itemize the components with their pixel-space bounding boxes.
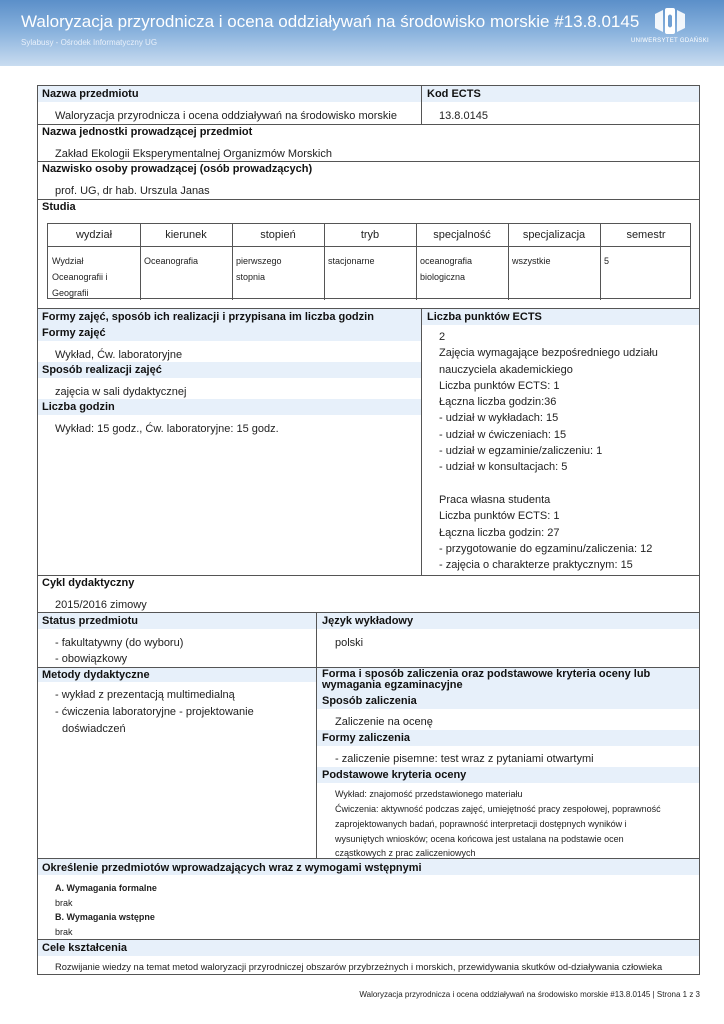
forms-section-label: Formy zajęć, sposób ich realizacji i przypisana im liczba godzin [42, 311, 374, 323]
syllabus-document [37, 85, 700, 975]
forms-value: Wykład, Ćw. laboratoryjne [55, 349, 183, 361]
prerequisites-label: Określenie przedmiotów wprowadzających wraz z wymogami wstępnymi [42, 862, 422, 874]
hours-value: Wykład: 15 godz., Ćw. laboratoryjne: 15 godz. [55, 423, 279, 435]
studia-header-semestr: semestr [626, 229, 666, 241]
ects-points-label: Liczba punktów ECTS [427, 311, 542, 323]
logo-emblem-icon [653, 6, 687, 36]
teacher-value: prof. UG, dr hab. Urszula Janas [55, 185, 210, 197]
method-value: zajęcia w sali dydaktycznej [55, 386, 187, 398]
hours-label: Liczba godzin [42, 401, 115, 413]
goals-label: Cele kształcenia [42, 942, 127, 954]
status-item: - obowiązkowy [55, 653, 128, 665]
status-item: - fakultatywny (do wyboru) [55, 637, 184, 649]
methods-label: Metody dydaktyczne [42, 669, 150, 681]
methods-item: - ćwiczenia laboratoryjne - projektowanie [55, 706, 254, 718]
ects-code-value: 13.8.0145 [439, 110, 488, 122]
studia-cell-stopien: pierwszego stopnia [236, 256, 282, 282]
course-name-label: Nazwa przedmiotu [42, 88, 139, 100]
unit-value: Zakład Ekologii Eksperymentalnej Organizmów Morskich [55, 148, 332, 160]
goals-value: Rozwijanie wiedzy na temat metod waloryzacji przyrodniczej obszarów przybrzeżnych i morskich, przewidywania skutków od-działywania człowieka [55, 962, 663, 972]
page-footer: Waloryzacja przyrodnicza i ocena oddziaływań na środowisko morskie #13.8.0145 | Strona 1 z 3 [359, 990, 700, 999]
studia-header-kierunek: kierunek [165, 229, 207, 241]
assessment-forms-value: - zaliczenie pisemne: test wraz z pytaniami otwartymi [335, 753, 594, 765]
teacher-label: Nazwisko osoby prowadzącej (osób prowadzących) [42, 163, 313, 175]
studia-cell-specjalnosc: oceanografia biologiczna [420, 256, 473, 282]
page-header [0, 0, 724, 66]
studia-header-specjalizacja: specjalizacja [522, 229, 586, 241]
studia-cell-specjalizacja: wszystkie [512, 256, 551, 266]
criteria-line: Ćwiczenia: aktywność podczas zajęć, umiejętność pracy zespołowej, poprawność [335, 804, 661, 814]
formal-requirements-label: A. Wymagania formalne [55, 883, 157, 893]
assessment-method-value: Zaliczenie na ocenę [335, 716, 433, 728]
page-subtitle: Sylabusy - Ośrodek Informatyczny UG [21, 38, 158, 47]
criteria-line: cząstkowych z prac zaliczeniowych [335, 848, 476, 858]
ects-code-label: Kod ECTS [427, 88, 481, 100]
ects-details: 2 Zajęcia wymagające bezpośredniego udziału nauczyciela akademickiego Liczba punktów ECTS: 1 Łączna liczba godzin:36 - udział w wykładach: 15 - udział w ćwiczeniach: 15 - udział w egzaminie/zaliczeniu: 1 - udział w konsultacjach: 5 Praca własna studenta Liczba punktów ECTS: 1 Łączna liczba godzin: 27 - przygotowanie do egzaminu/zaliczenia: 12 - zajęcia o charakterze praktycznym: 15 [439, 331, 658, 572]
methods-item: - wykład z prezentacją multimedialną [55, 689, 235, 701]
formal-requirements-value: brak [55, 898, 73, 908]
logo-text: UNIWERSYTET GDAŃSKI [631, 38, 709, 44]
studia-header-tryb: tryb [360, 229, 380, 241]
status-label: Status przedmiotu [42, 615, 138, 627]
entry-requirements-value: brak [55, 927, 73, 937]
criteria-line: Wykład: znajomość przedstawionego materiału [335, 789, 523, 799]
studia-header-wydzial: wydział [75, 229, 113, 241]
language-label: Język wykładowy [322, 615, 414, 627]
criteria-line: wysuniętych wniosków; ocena końcowa jest ustalana na podstawie ocen [335, 834, 624, 844]
forms-label: Formy zajęć [42, 327, 106, 339]
methods-item: doświadczeń [62, 723, 126, 735]
studia-cell-semestr: 5 [604, 256, 610, 266]
cycle-label: Cykl dydaktyczny [42, 577, 135, 589]
unit-label: Nazwa jednostki prowadzącej przedmiot [42, 126, 253, 138]
studia-cell-tryb: stacjonarne [328, 256, 375, 266]
criteria-label: Podstawowe kryteria oceny [322, 769, 467, 781]
assessment-label: Forma i sposób zaliczenia oraz podstawowe kryteria oceny lub wymagania egzaminacyjne [322, 668, 651, 691]
studia-label: Studia [42, 201, 76, 213]
studia-table [47, 223, 691, 299]
page-title: Waloryzacja przyrodnicza i ocena oddziaływań na środowisko morskie #13.8.0145 [21, 12, 640, 31]
university-logo [628, 6, 712, 56]
entry-requirements-label: B. Wymagania wstępne [55, 912, 155, 922]
method-label: Sposób realizacji zajęć [42, 364, 162, 376]
studia-cell-wydzial: Wydział Oceanografii i Geografii [52, 256, 108, 298]
assessment-method-label: Sposób zaliczenia [322, 695, 417, 707]
cycle-value: 2015/2016 zimowy [55, 599, 147, 611]
studia-header-specjalnosc: specjalność [433, 229, 491, 241]
criteria-line: zaprojektowanych badań, poprawność interpretacji dostępnych wyników i [335, 819, 627, 829]
studia-header-stopien: stopień [260, 229, 296, 241]
assessment-forms-label: Formy zaliczenia [322, 732, 411, 744]
language-value: polski [335, 637, 364, 649]
course-name-value: Waloryzacja przyrodnicza i ocena oddziaływań na środowisko morskie [55, 110, 397, 122]
studia-cell-kierunek: Oceanografia [144, 256, 199, 266]
